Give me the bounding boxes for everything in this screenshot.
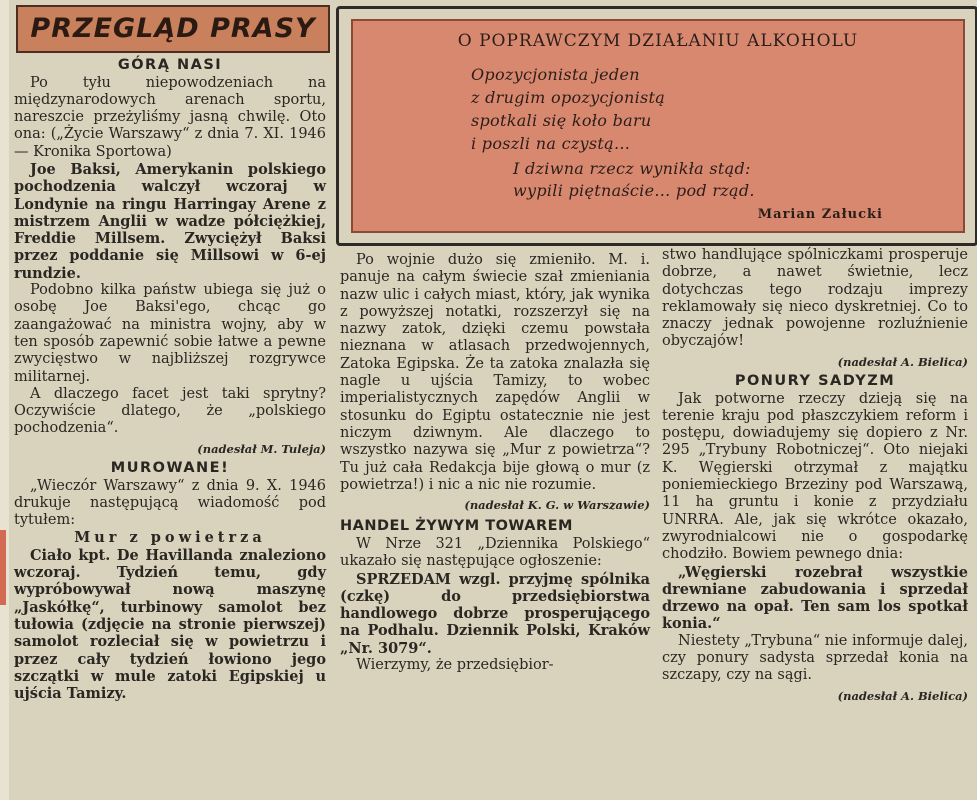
poem-line: I dziwna rzecz wynikła stąd: [513,159,751,178]
poem-line: z drugim opozycjonistą [471,88,666,107]
article-heading: PONURY SADYZM [734,373,896,390]
article-paragraph: Po wojnie dużo się zmieniło. M. i. panuje na całym świecie szał zmieniania nazw ulic i całych miast, który, jak wynika z powyższej notatki, rozszerzył się na nazwy zatok, dzięki czemu powstała nieznana w atlasach przedwojennych, Zatoka Egipska. Że ta zatoka znalazła się nagle u ujścia Tamizy, to wobec imperialistycznych zapędów Anglii w stosunku do Egiptu ostatecznie nie jest niczym dziwnym. Ale dlaczego to wszystko nazywa się „Mur z powietrza“? Tu już cała Redakcja bije głową o mur (z powietrza!) i nic a nic nie rozumie. [340,252,650,493]
quoted-subheading: Mur z powietrza [74,529,266,547]
poem-line: wypili piętnaście... pod rząd. [513,181,755,200]
article-heading: GÓRĄ NASI [117,57,223,73]
article-paragraph: W Nrze 321 „Dziennika Polskiego“ ukazało się następujące ogłoszenie: [340,535,650,570]
column-middle [340,252,650,674]
article-paragraph: A dlaczego facet jest taki sprytny? Oczywiście dlatego, że „polskiego pochodzenia“. [14,385,326,437]
article-quote: Joe Baksi, Amerykanin polskiego pochodzenia walczył wczoraj w Londynie na ringu Harringay Arene z mistrzem Anglii w wadze półciężkiej, Freddie Millsem. Zwyciężył Baksi przez poddanie się Millsowi w 6-ej rundzie. [14,160,326,282]
poem-line: spotkali się koło baru [471,111,652,130]
article-paragraph: „Wieczór Warszawy“ z dnia 9. X. 1946 drukuje następującą wiadomość pod tytułem: [14,477,326,529]
article-paragraph: Wierzymy, że przedsiębior- [356,657,554,674]
poem-panel [351,19,965,233]
column-right [662,247,968,707]
quoted-advertisement: SPRZEDAM wzgl. przyjmę spólnika (czkę) do przedsiębiorstwa handlowego dobrze prosperującego na Podhalu. Dziennik Polski, Kraków „Nr. 3079“. [340,570,650,657]
section-title: PRZEGLĄD PRASY [16,5,330,53]
contributor-signature: (nadesłał K. G. w Warszawie) [464,498,650,513]
contributor-signature: (nadesłał A. Bielica) [837,688,968,703]
poem-line: i poszli na czystą... [471,134,631,153]
article-quote: Ciało kpt. De Havillanda znaleziono wczoraj. Tydzień temu, gdy wypróbowywał nową maszynę „Jaskółkę“, turbinowy samolot bez tułowia (zdjęcie na stronie pierwszej) samolot rozleciał się w powietrzu i przez cały tydzień łowiono jego szczątki w mule zatoki Egipskiej u ujścia Tamizy. [14,546,326,703]
article-paragraph: Jak potworne rzeczy dzieją się na terenie kraju pod płaszczykiem reform i postępu, dowiadujemy się dopiero z Nr. 295 „Trybuny Robotniczej“. Oto niejaki K. Węgierski otrzymał z majątku poniemieckiego Brzeziny pod Warszawą, 11 ha gruntu i konie z przydziału UNRRA. Ale, jak się wkrótce okazało, zwyrodnialcowi nie o gospodarkę chodziło. Bowiem pewnego dnia: [662,390,968,563]
article-paragraph: Po tyłu niepowodzeniach na międzynarodowych arenach sportu, nareszcie przeżyliśmy jasną chwilę. Oto ona: („Życie Warszawy“ z dnia 7. XI. 1946 — Kronika Sportowa) [14,74,326,160]
poem-title: O POPRAWCZYM DZIAŁANIU ALKOHOLU [457,31,859,51]
article-paragraph: stwo handlujące spólniczkami prosperuje dobrze, a nawet świetnie, lecz dotychczas tego rodzaju imprezy reklamowały się nieco dyskretniej. Co to znaczy jednak powojenne rozluźnienie obyczajów! [662,247,968,350]
contributor-signature: (nadesłał A. Bielica) [837,354,968,369]
page-edge-strip [0,0,9,800]
poem-line: Opozycjonista jeden [471,65,640,84]
poem-box [336,6,977,246]
red-margin-mark [0,530,6,605]
article-heading: HANDEL ŻYWYM TOWAREM [340,518,573,535]
article-quote: „Węgierski rozebrał wszystkie drewniane zabudowania i sprzedał drzewo na opał. Ten sam los spotkał konia.“ [662,563,968,633]
column-left [14,55,326,702]
article-heading: MUROWANE! [110,460,230,477]
article-paragraph: Niestety „Trybuna“ nie informuje dalej, czy ponury sadysta sprzedał konia na szczapy, czy na sągi. [662,632,968,684]
poem-author: Marian Załucki [757,207,883,222]
contributor-signature: (nadesłał M. Tuleja) [197,441,326,456]
article-paragraph: Podobno kilka państw ubiega się już o osobę Joe Baksi'ego, chcąc go zaangażować na ministra wojny, aby w ten sposób zapewnić sobie łatwe a pewne zwycięstwo w najbliższej rozgrywce militarnej. [14,282,326,385]
